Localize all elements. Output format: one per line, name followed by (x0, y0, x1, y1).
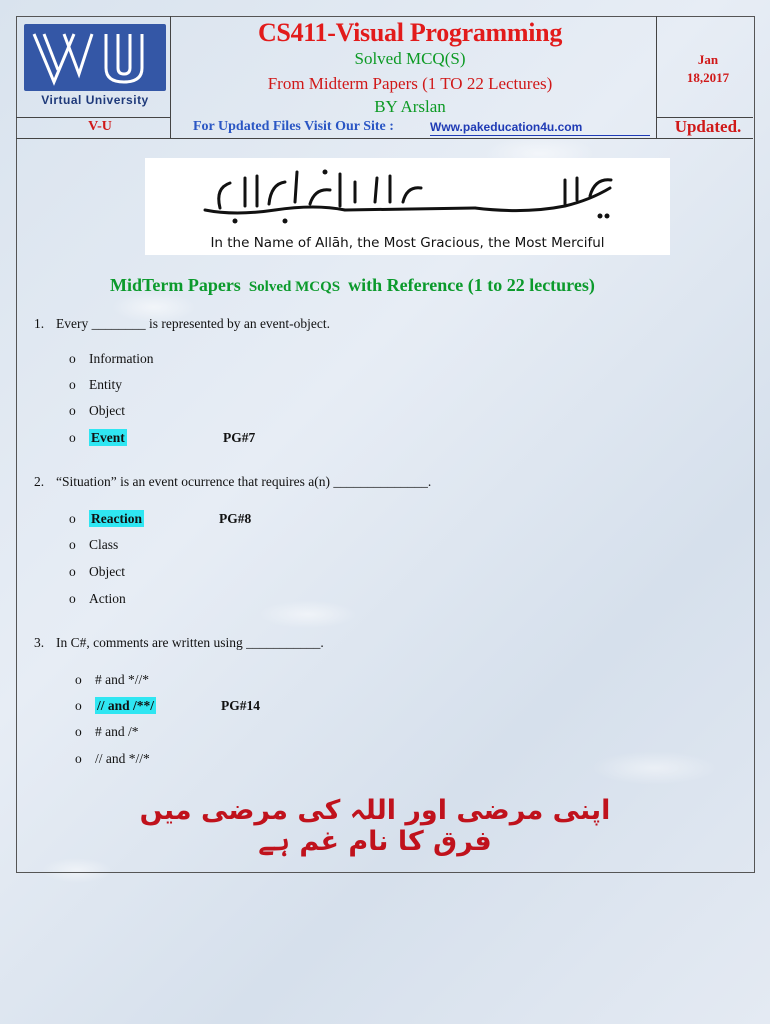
author-line: BY Arslan (374, 97, 446, 116)
from-line: From Midterm Papers (1 TO 22 Lectures) (267, 74, 553, 93)
visit-text: For Updated Files Visit Our Site : (193, 119, 394, 134)
logo-text: Virtual University (41, 93, 149, 107)
question-3 (34, 635, 324, 651)
option-label: # and /* (95, 724, 139, 739)
site-link[interactable]: Www.pakeducation4u.com (430, 120, 650, 136)
page-reference: PG#14 (221, 698, 260, 713)
answer-highlight: // and /**/ (97, 698, 155, 713)
heading-part2: Solved MCQS (248, 279, 341, 295)
option-label: Object (89, 403, 125, 418)
header-divider-bottom (16, 117, 170, 118)
option-item: o # and /* (75, 724, 139, 739)
option-item: o Object (69, 403, 125, 418)
urdu-quote: اپنی مرضی اور اللہ کی مرضی میں فرق کا نام غم ہے (139, 795, 611, 857)
bismillah-caption: In the Name of Allāh, the Most Gracious, the Most Merciful (210, 235, 605, 251)
university-logo (24, 24, 166, 112)
header-bottom-line (16, 138, 753, 139)
updated-label: Updated. (674, 117, 742, 136)
section-heading (110, 275, 595, 296)
question-text: In C#, comments are written using ___________. (56, 635, 324, 650)
question-number: 1. (34, 316, 45, 331)
option-label: // and *//* (95, 751, 150, 766)
option-item: o Action (69, 591, 126, 606)
question-number: 3. (34, 635, 45, 650)
option-label: # and *//* (95, 672, 149, 687)
option-item-answer: o // and /**/ (75, 698, 155, 713)
heading-part1: MidTerm Papers (110, 275, 241, 295)
date-day-year: 18,2017 (686, 70, 730, 85)
vu-logo-mark (24, 24, 166, 91)
vu-label: V-U (88, 119, 112, 134)
heading-part3: with Reference (1 to 22 lectures) (348, 275, 595, 295)
page-reference: PG#7 (223, 430, 256, 445)
date-month: Jan (697, 52, 719, 67)
question-1 (34, 316, 330, 332)
subtitle: Solved MCQ(S) (354, 49, 466, 68)
option-item: o Entity (69, 377, 122, 392)
option-item: o Object (69, 564, 125, 579)
option-item-answer: o Reaction (69, 511, 142, 526)
page-frame (16, 16, 755, 873)
vu-monogram-icon (24, 24, 166, 91)
header-divider-right (656, 16, 657, 138)
option-item: o // and *//* (75, 751, 150, 766)
answer-highlight: Reaction (91, 511, 142, 526)
option-label: Class (89, 537, 119, 552)
option-label: Information (89, 351, 154, 366)
option-label: Object (89, 564, 125, 579)
option-item: o Information (69, 351, 154, 366)
page-reference: PG#8 (219, 511, 252, 526)
option-label: Entity (89, 377, 122, 392)
option-item: o Class (69, 537, 119, 552)
bismillah-calligraphy-icon (145, 158, 670, 233)
question-number: 2. (34, 474, 45, 489)
answer-highlight: Event (91, 430, 125, 445)
document-title: CS411-Visual Programming (257, 18, 563, 47)
bismillah-banner (145, 158, 670, 255)
option-item: o # and *//* (75, 672, 149, 687)
question-2 (34, 474, 431, 490)
question-text: “Situation” is an event ocurrence that requires a(n) ______________. (56, 474, 432, 489)
option-item-answer: o Event (69, 430, 125, 445)
option-label: Action (89, 591, 126, 606)
question-text: Every ________ is represented by an event-object. (56, 316, 331, 331)
